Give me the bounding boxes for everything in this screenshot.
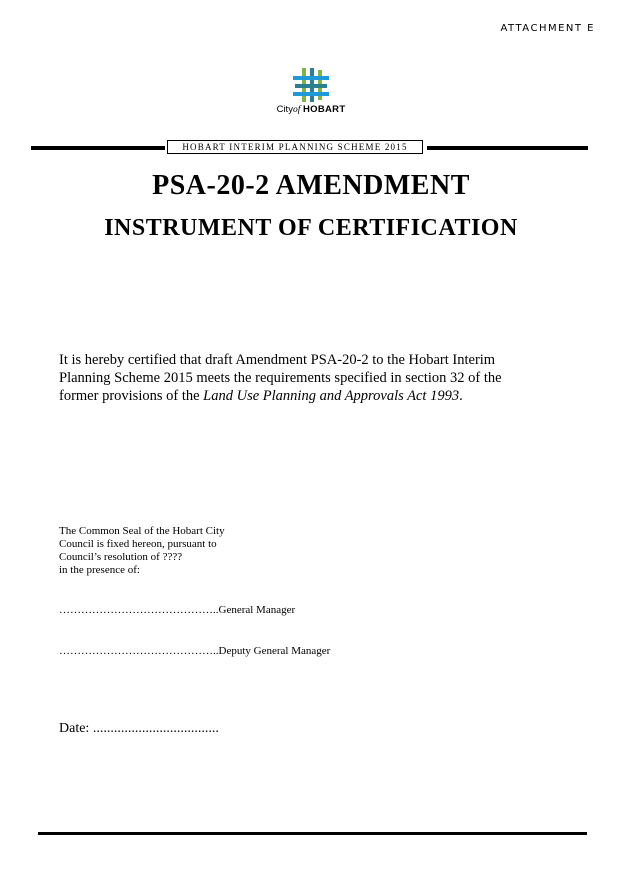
- logo-wordmark: [271, 104, 351, 115]
- footer-rule: [38, 832, 587, 835]
- document-title: PSA-20-2 AMENDMENT: [152, 170, 470, 201]
- logo-of: of: [292, 105, 301, 115]
- header-rule-left: [31, 146, 165, 150]
- logo-hobart: HOBART: [302, 104, 346, 115]
- seal-line-2: Council is fixed hereon, pursuant to: [59, 538, 217, 550]
- city-of-hobart-logo: [271, 68, 351, 118]
- date-line: Date: ....................................: [59, 721, 219, 736]
- scheme-label: HOBART INTERIM PLANNING SCHEME 2015: [167, 140, 423, 154]
- general-manager-signature-line: ……………………………………..General Manager: [59, 604, 296, 616]
- header-rule-right: [427, 146, 588, 150]
- logo-city: City: [276, 104, 293, 115]
- deputy-general-manager-signature-line: ……………………………………..Deputy General Manager: [59, 645, 331, 657]
- seal-line-1: The Common Seal of the Hobart City: [59, 525, 225, 537]
- seal-line-3: Council’s resolution of ????: [59, 551, 183, 563]
- certification-text: It is hereby certified that draft Amendment PSA-20-2 to the Hobart Interim Planning Scheme 2015 meets the requirements specified in section 32 of the former provisions of the: [59, 352, 502, 404]
- act-name: Land Use Planning and Approvals Act 1993: [203, 388, 460, 404]
- hobart-logo-icon: [293, 68, 329, 102]
- document-subtitle: INSTRUMENT OF CERTIFICATION: [104, 215, 518, 241]
- seal-line-4: in the presence of:: [59, 564, 140, 576]
- certification-end: .: [459, 388, 463, 404]
- attachment-label: ATTACHMENT E: [500, 23, 595, 34]
- certification-paragraph: [59, 351, 529, 405]
- common-seal-text: [59, 525, 279, 577]
